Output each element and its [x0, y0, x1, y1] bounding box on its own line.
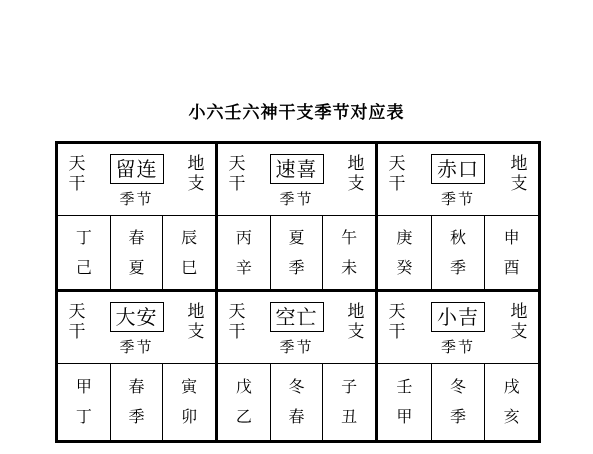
shen-block	[218, 144, 378, 292]
label-char: 干	[68, 322, 86, 342]
cell-char: 辰	[181, 227, 198, 247]
cell-char: 丁	[75, 227, 92, 247]
cell-char: 酉	[503, 257, 520, 277]
label-char: 支	[347, 174, 365, 194]
season-label: 季节	[440, 190, 475, 208]
season-cell	[270, 216, 323, 289]
label-char: 地	[187, 154, 205, 174]
cell-char: 丁	[75, 407, 92, 426]
label-char: 地	[347, 154, 365, 174]
dizhi-cell	[484, 364, 538, 440]
season-cell	[431, 216, 485, 289]
label-char: 地	[510, 302, 528, 322]
cell-char: 亥	[503, 407, 520, 426]
cell-char: 丙	[235, 227, 252, 247]
season-cell	[110, 216, 163, 289]
cell-char: 巳	[181, 257, 198, 277]
block-header	[378, 292, 538, 364]
value-row	[378, 364, 538, 440]
cell-char: 辛	[235, 257, 252, 277]
label-char: 天	[388, 302, 406, 322]
season-label: 季节	[119, 338, 154, 356]
dizhi-cell	[162, 216, 215, 289]
label-char: 支	[347, 322, 365, 342]
season-label: 季节	[279, 338, 314, 356]
page-title: 小六壬六神干支季节对应表	[188, 103, 405, 123]
cell-char: 戌	[503, 377, 520, 396]
label-char: 地	[347, 302, 365, 322]
value-row	[218, 216, 375, 289]
block-header	[218, 144, 375, 216]
block-header	[218, 292, 375, 364]
cell-char: 壬	[396, 377, 413, 396]
cell-char: 季	[288, 257, 305, 277]
cell-char: 癸	[396, 257, 413, 277]
label-char: 支	[510, 174, 528, 194]
cell-char: 甲	[75, 377, 92, 396]
label-char: 支	[187, 322, 205, 342]
tiangan-cell	[378, 216, 431, 289]
cell-char: 季	[128, 407, 145, 426]
value-row	[58, 216, 215, 289]
cell-char: 春	[128, 377, 145, 396]
shen-block	[58, 144, 218, 292]
tiangan-cell	[218, 216, 270, 289]
label-char: 干	[228, 322, 246, 342]
season-label: 季节	[119, 190, 154, 208]
cell-char: 季	[450, 407, 467, 426]
value-row	[218, 364, 375, 440]
dizhi-cell	[322, 364, 375, 440]
season-cell	[110, 364, 163, 440]
season-cell	[431, 364, 485, 440]
label-char: 支	[187, 174, 205, 194]
cell-char: 季	[450, 257, 467, 277]
cell-char: 未	[341, 257, 358, 277]
cell-char: 乙	[235, 407, 252, 426]
cell-char: 戊	[235, 377, 252, 396]
label-char: 天	[68, 302, 86, 322]
tiangan-cell	[378, 364, 431, 440]
cell-char: 春	[128, 227, 145, 247]
cell-char: 午	[341, 227, 358, 247]
tiangan-cell	[58, 216, 110, 289]
shen-name: 大安	[110, 302, 164, 332]
label-char: 天	[228, 302, 246, 322]
cell-char: 丑	[341, 407, 358, 426]
cell-char: 冬	[450, 377, 467, 396]
shen-name: 小吉	[431, 302, 485, 332]
label-char: 地	[187, 302, 205, 322]
cell-char: 子	[341, 377, 358, 396]
shen-block	[218, 292, 378, 440]
dizhi-cell	[162, 364, 215, 440]
dizhi-cell	[484, 216, 538, 289]
shen-block	[378, 144, 538, 292]
season-cell	[270, 364, 323, 440]
tiangan-cell	[218, 364, 270, 440]
label-char: 天	[228, 154, 246, 174]
cell-char: 冬	[288, 377, 305, 396]
dizhi-cell	[322, 216, 375, 289]
cell-char: 甲	[396, 407, 413, 426]
label-char: 干	[68, 174, 86, 194]
value-row	[58, 364, 215, 440]
shen-block	[58, 292, 218, 440]
shen-name: 速喜	[270, 154, 324, 184]
cell-char: 夏	[128, 257, 145, 277]
value-row	[378, 216, 538, 289]
label-char: 干	[388, 174, 406, 194]
cell-char: 己	[75, 257, 92, 277]
shen-name: 留连	[110, 154, 164, 184]
label-char: 地	[510, 154, 528, 174]
label-char: 支	[510, 322, 528, 342]
cell-char: 春	[288, 407, 305, 426]
cell-char: 卯	[181, 407, 198, 426]
tiangan-cell	[58, 364, 110, 440]
label-char: 干	[228, 174, 246, 194]
cell-char: 寅	[181, 377, 198, 396]
block-header	[58, 144, 215, 216]
cell-char: 申	[503, 227, 520, 247]
block-header	[58, 292, 215, 364]
block-header	[378, 144, 538, 216]
cell-char: 庚	[396, 227, 413, 247]
season-label: 季节	[440, 338, 475, 356]
cell-char: 秋	[450, 227, 467, 247]
shen-name: 空亡	[270, 302, 324, 332]
label-char: 天	[68, 154, 86, 174]
shen-name: 赤口	[431, 154, 485, 184]
shen-block	[378, 292, 538, 440]
label-char: 天	[388, 154, 406, 174]
label-char: 干	[388, 322, 406, 342]
season-label: 季节	[279, 190, 314, 208]
correspondence-table	[55, 141, 541, 443]
cell-char: 夏	[288, 227, 305, 247]
